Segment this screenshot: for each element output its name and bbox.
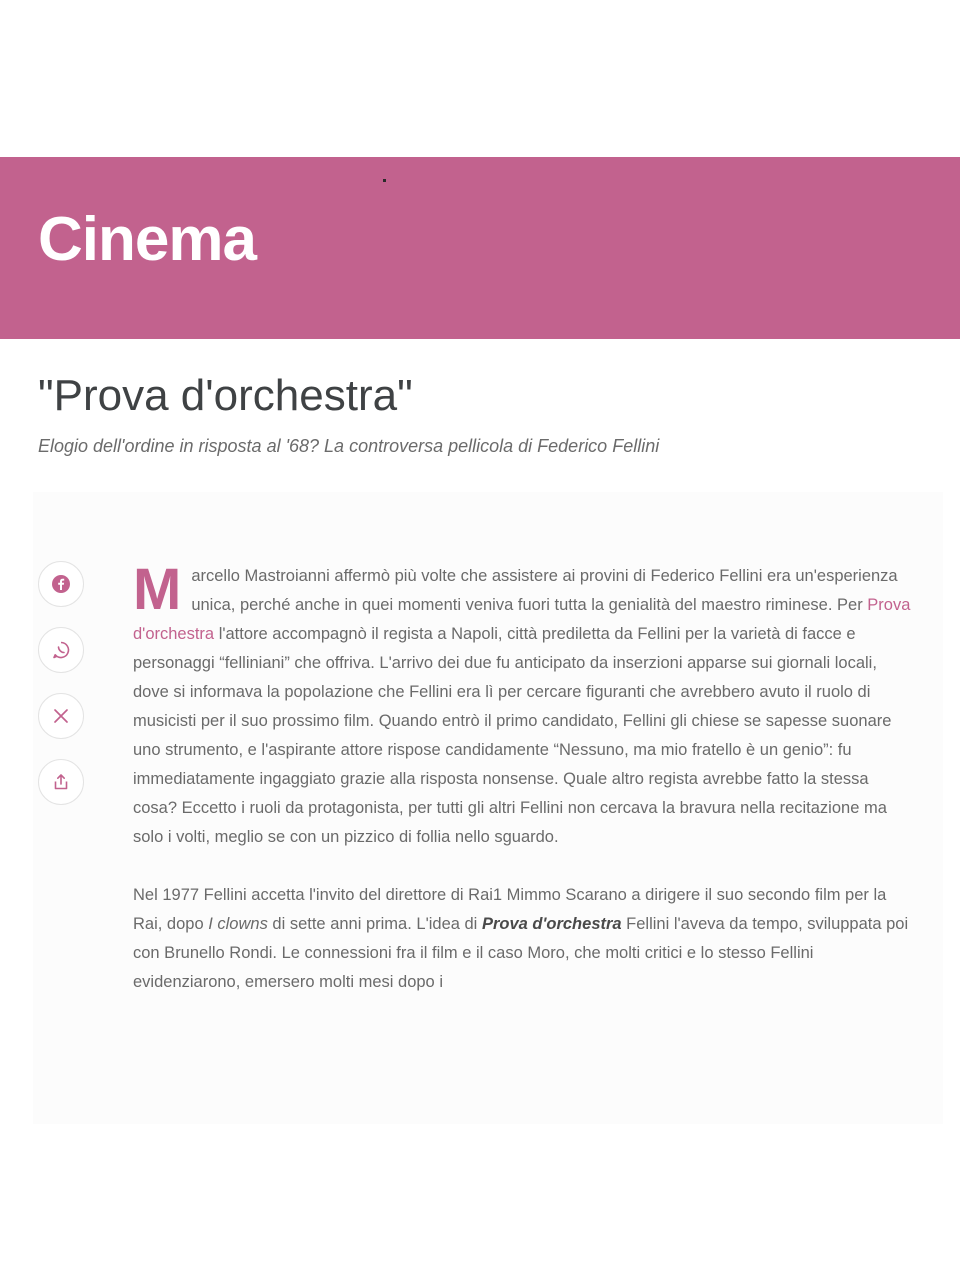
paragraph-2-text-a: Nel 1977 Fellini accetta l'invito del direttore di Rai1 Mimmo Scarano a dirigere il suo secondo film per la Rai, dopo xyxy=(133,886,887,933)
drop-cap: M xyxy=(133,557,182,622)
share-icon xyxy=(52,773,70,791)
whatsapp-icon xyxy=(51,640,71,660)
paragraph-1-text-a: arcello Mastroianni affermò più volte che assistere ai provini di Federico Fellini era un'esperienza unica, perché anche in quei momenti veniva fuori tutta la genialità del maestro riminese. Per xyxy=(191,567,898,614)
banner-dot xyxy=(383,179,386,182)
x-icon xyxy=(52,707,70,725)
generic-share-button[interactable] xyxy=(38,759,84,805)
facebook-share-button[interactable] xyxy=(38,561,84,607)
facebook-icon xyxy=(51,574,71,594)
article-subtitle: Elogio dell'ordine in risposta al '68? La controversa pellicola di Federico Fellini xyxy=(38,436,660,456)
paragraph-2 xyxy=(133,881,917,997)
prova-orchestra-link[interactable]: Prova d'orchestra xyxy=(133,596,911,643)
paragraph-2-text-c: Fellini l'aveva da tempo, sviluppata poi con Brunello Rondi. Le connessioni fra il film e il caso Moro, che molti critici e lo stesso Fellini evidenziarono, emersero molti mesi dopo i xyxy=(133,915,909,991)
paragraph-1 xyxy=(133,557,917,852)
article-text xyxy=(133,557,917,997)
prova-orchestra-emphasis: Prova d'orchestra xyxy=(481,915,622,933)
i-clowns-title: I clowns xyxy=(208,915,268,933)
section-banner xyxy=(0,157,960,339)
whatsapp-share-button[interactable] xyxy=(38,627,84,673)
section-title: Cinema xyxy=(38,205,256,274)
article-title: "Prova d'orchestra" xyxy=(38,371,413,420)
x-share-button[interactable] xyxy=(38,693,84,739)
paragraph-1-text-b: l'attore accompagnò il regista a Napoli, città prediletta da Fellini per la varietà di facce e personaggi “felliniani” che offriva. L'arrivo dei due fu anticipato da inserzioni apparse sui giornali locali, dove si informava la popolazione che Fellini era lì per cercare figuranti che avrebbero avuto il ruolo di musicisti per il suo prossimo film. Quando entrò il primo candidato, Fellini gli chiese se sapesse suonare uno strumento, e l'aspirante attore rispose candidamente “Nessuno, ma mio fratello è un genio”: fu immediatamente ingaggiato grazie alla risposta nonsense. Quale altro regista avrebbe fatto la stessa cosa? Eccetto i ruoli da protagonista, per tutti gli altri Fellini non cercava la bravura nella recitazione ma solo i volti, meglio se con un pizzico di follia nello sguardo. xyxy=(133,625,892,846)
paragraph-2-text-b: di sette anni prima. L'idea di xyxy=(267,915,482,933)
